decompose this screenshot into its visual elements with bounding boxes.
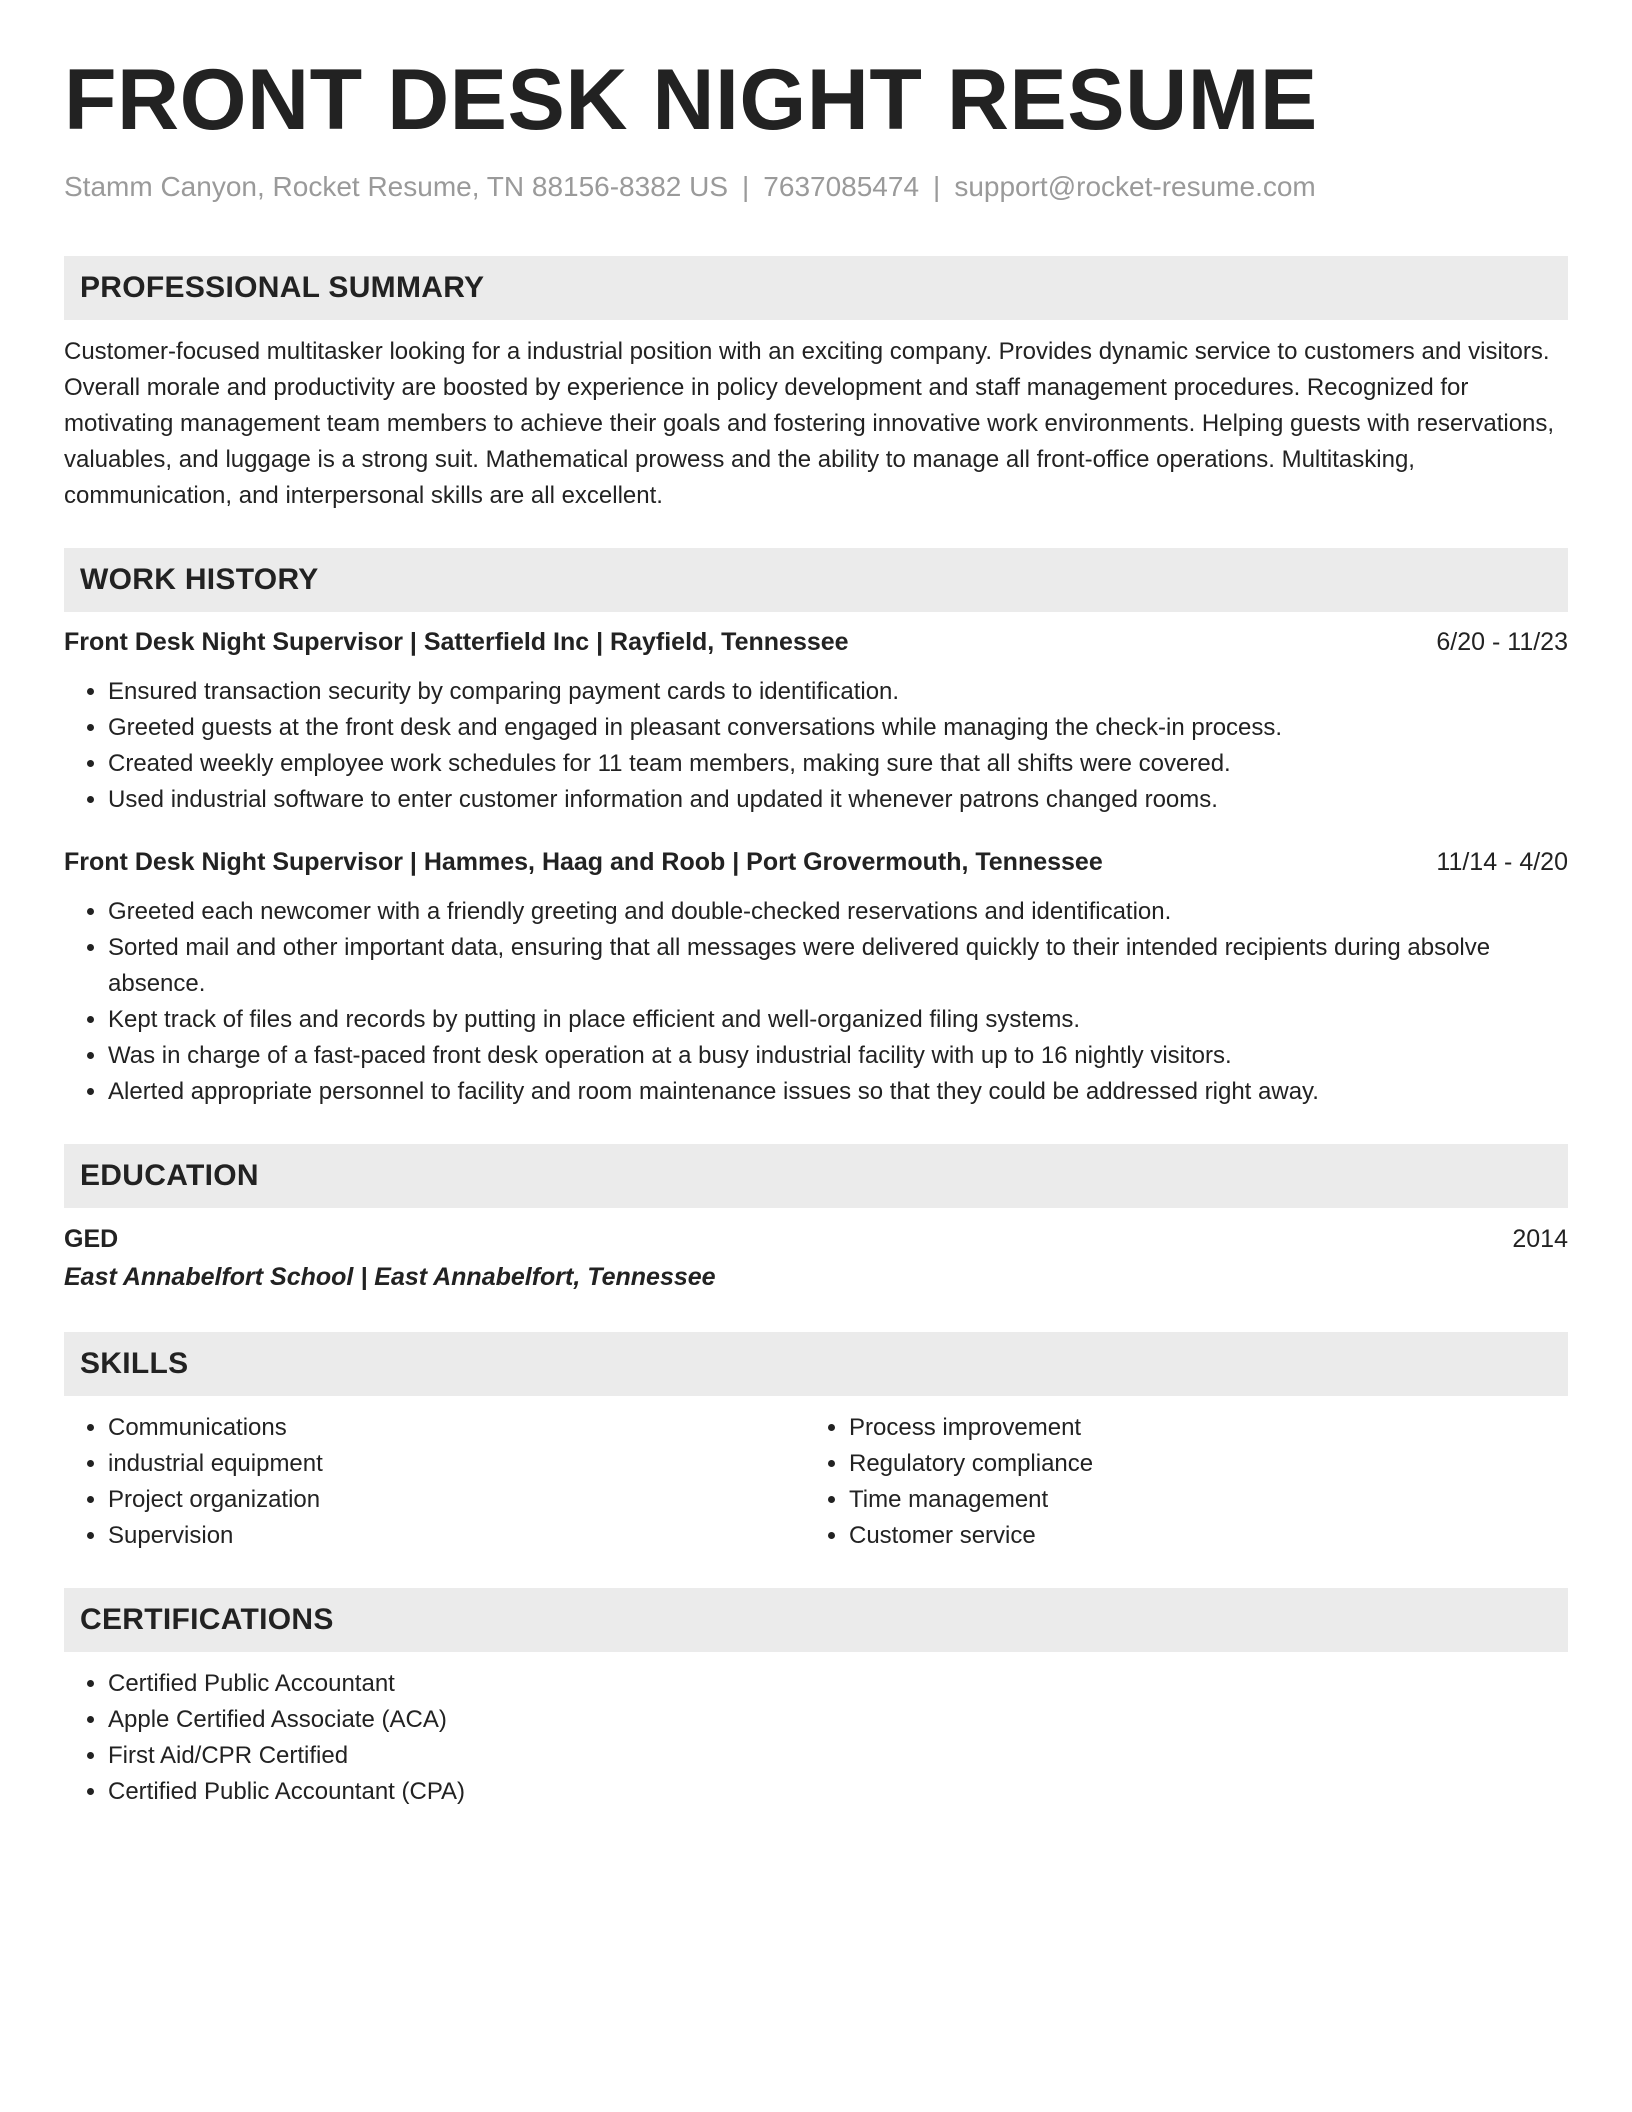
resume-title: FRONT DESK NIGHT RESUME bbox=[64, 52, 1318, 148]
job-bullet: • Kept track of files and records by putting in place efficient and well-organized filing systems. bbox=[108, 1002, 1568, 1038]
section-heading-education bbox=[64, 1144, 1568, 1208]
skill-item: • Project organization bbox=[108, 1482, 816, 1518]
section-heading-work-history bbox=[64, 548, 1568, 612]
job-bullet: • Alerted appropriate personnel to facility and room maintenance issues so that they could be addressed right away. bbox=[108, 1074, 1568, 1110]
skills-list-left bbox=[64, 1410, 816, 1554]
education-degree: GED bbox=[64, 1225, 119, 1253]
job-header bbox=[64, 624, 1568, 660]
skills-grid bbox=[64, 1410, 1568, 1554]
contact-email[interactable]: support@rocket-resume.com bbox=[954, 171, 1316, 202]
skill-item: • Supervision bbox=[108, 1518, 816, 1554]
job-bullet: • Ensured transaction security by comparing payment cards to identification. bbox=[108, 674, 1568, 710]
job-bullet: • Greeted each newcomer with a friendly greeting and double-checked reservations and identification. bbox=[108, 894, 1568, 930]
job-title: Front Desk Night Supervisor | Satterfield Inc | Rayfield, Tennessee bbox=[64, 628, 849, 656]
certifications-list bbox=[64, 1666, 1568, 1810]
contact-separator: | bbox=[742, 171, 750, 202]
skill-item: • Customer service bbox=[849, 1518, 1568, 1554]
skill-item: • industrial equipment bbox=[108, 1446, 816, 1482]
certification-item: • First Aid/CPR Certified bbox=[108, 1738, 1568, 1774]
summary-paragraph: Customer-focused multitasker looking for a industrial position with an exciting company. Provides dynamic service to customers and visitors. Overall morale and productivity are boosted by experience in policy development and staff management procedures. Recognized for motivating management team members to achieve their goals and fostering innovative work environments. Helping guests with reservations, valuables, and luggage is a strong suit. Mathematical prowess and the ability to manage all front-office operations. Multitasking, communication, and interpersonal skills are all excellent. bbox=[64, 338, 1555, 509]
skills-heading-text: SKILLS bbox=[80, 1347, 189, 1380]
contact-line bbox=[64, 170, 1568, 204]
contact-separator: | bbox=[933, 171, 941, 202]
education-school: East Annabelfort School | East Annabelfort, Tennessee bbox=[64, 1263, 716, 1291]
job-bullet: • Was in charge of a fast-paced front desk operation at a busy industrial facility with up to 16 nightly visitors. bbox=[108, 1038, 1568, 1074]
education-year: 2014 bbox=[1512, 1225, 1568, 1253]
section-heading-certifications bbox=[64, 1588, 1568, 1652]
summary-heading-text: PROFESSIONAL SUMMARY bbox=[80, 271, 485, 304]
education-header bbox=[64, 1220, 1568, 1258]
job-entry bbox=[64, 844, 1568, 1110]
certification-item: • Certified Public Accountant (CPA) bbox=[108, 1774, 1568, 1810]
job-dates: 11/14 - 4/20 bbox=[1436, 848, 1568, 876]
education-entry bbox=[64, 1220, 1568, 1296]
certification-item: • Apple Certified Associate (ACA) bbox=[108, 1702, 1568, 1738]
section-heading-skills bbox=[64, 1332, 1568, 1396]
job-bullet: • Greeted guests at the front desk and engaged in pleasant conversations while managing the check-in process. bbox=[108, 710, 1568, 746]
work-heading-text: WORK HISTORY bbox=[80, 563, 319, 596]
skill-item: • Process improvement bbox=[849, 1410, 1568, 1446]
skill-item: • Regulatory compliance bbox=[849, 1446, 1568, 1482]
skill-item: • Time management bbox=[849, 1482, 1568, 1518]
job-entry bbox=[64, 624, 1568, 818]
job-bullet: • Used industrial software to enter customer information and updated it whenever patrons changed rooms. bbox=[108, 782, 1568, 818]
job-bullet: • Sorted mail and other important data, ensuring that all messages were delivered quickly to their intended recipients during absolve absence. bbox=[108, 930, 1568, 1002]
job-title: Front Desk Night Supervisor | Hammes, Haag and Roob | Port Grovermouth, Tennessee bbox=[64, 848, 1103, 876]
job-dates: 6/20 - 11/23 bbox=[1436, 628, 1568, 656]
job-header bbox=[64, 844, 1568, 880]
skill-item: • Communications bbox=[108, 1410, 816, 1446]
job-bullet: • Created weekly employee work schedules for 11 team members, making sure that all shifts were covered. bbox=[108, 746, 1568, 782]
job-bullet-list bbox=[64, 674, 1568, 818]
education-heading-text: EDUCATION bbox=[80, 1159, 259, 1192]
contact-address: Stamm Canyon, Rocket Resume, TN 88156-8382 US bbox=[64, 171, 729, 202]
certification-item: • Certified Public Accountant bbox=[108, 1666, 1568, 1702]
contact-phone[interactable]: 7637085474 bbox=[763, 171, 920, 202]
certifications-heading-text: CERTIFICATIONS bbox=[80, 1603, 334, 1636]
section-heading-summary bbox=[64, 256, 1568, 320]
skills-list-right bbox=[816, 1410, 1568, 1554]
job-bullet-list bbox=[64, 894, 1568, 1110]
